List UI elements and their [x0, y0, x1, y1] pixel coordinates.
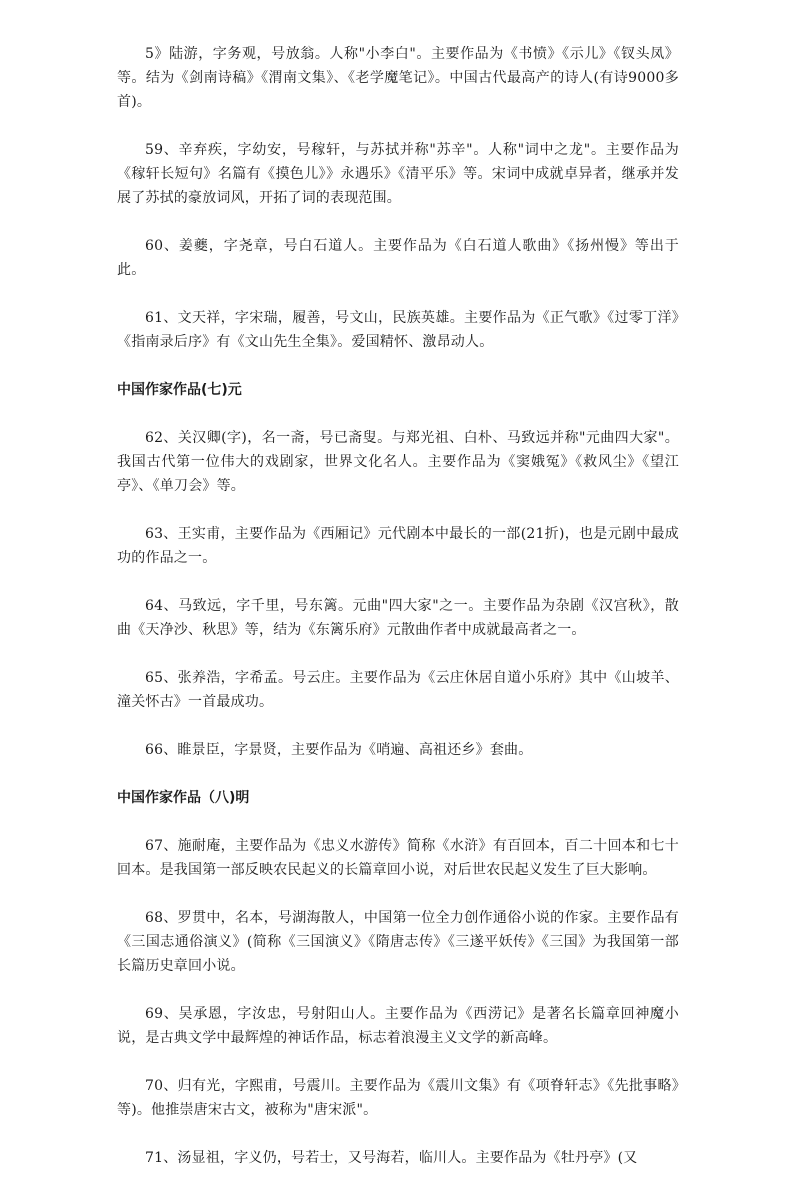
entry-66: 66、睢景臣，字景贤，主要作品为《哨遍、高祖还乡》套曲。: [145, 742, 533, 758]
entry-64: 64、马致远，字千里，号东篱。元曲"四大家"之一。主要作品为杂剧《汉宫秋》，散曲《天净沙、秋思》等，结为《东篱乐府》元散曲作者中成就最高者之一。: [117, 598, 679, 638]
entry-59: 59、辛弃疾，字幼安，号稼轩，与苏拭并称"苏辛"。人称"词中之龙"。主要作品为《稼轩长短句》名篇有《摸色儿》》永遇乐》《清平乐》等。宋词中成就卓异者，继承并发展了苏拭的豪放词风，开拓了词的表现范围。: [117, 142, 679, 206]
entry-65: 65、张养浩，字希孟。号云庄。主要作品为《云庄休居自道小乐府》其中《山坡羊、潼关怀古》一首最成功。: [117, 670, 679, 710]
document-body: [117, 42, 679, 1194]
entry-60: 60、姜夔，字尧章，号白石道人。主要作品为《白石道人歌曲》《扬州慢》等出于此。: [117, 238, 679, 278]
entry-58: 5》陆游，字务观，号放翁。人称"小李白"。主要作品为《书愤》《示儿》《钗头凤》等。结为《剑南诗稿》《渭南文集》、《老学魔笔记》。中国古代最高产的诗人(有诗9000多首)。: [117, 46, 679, 110]
entry-70: 70、归有光，字熙甫，号震川。主要作品为《震川文集》有《项脊轩志》《先批事略》等)。他推崇唐宋古文，被称为"唐宋派"。: [117, 1078, 679, 1118]
section-heading-yuan: 中国作家作品(七)元: [117, 382, 242, 398]
entry-68: 68、罗贯中，名本，号湖海散人，中国第一位全力创作通俗小说的作家。主要作品有《三国志通俗演义》(简称《三国演义》《隋唐志传》《三遂平妖传》《三国》为我国第一部长篇历史章回小说。: [117, 910, 679, 974]
entry-67: 67、施耐庵，主要作品为《忠义水游传》简称《水浒》有百回本，百二十回本和七十回本。是我国第一部反映农民起义的长篇章回小说，对后世农民起义发生了巨大影响。: [117, 838, 679, 878]
entry-71: 71、汤显祖，字义仍，号若士，又号海若，临川人。主要作品为《牡丹亭》(又: [145, 1150, 638, 1166]
entry-69: 69、吴承恩，字汝忠，号射阳山人。主要作品为《西涝记》是著名长篇章回神魔小说，是古典文学中最辉煌的神话作品，标志着浪漫主义文学的新高峰。: [117, 1006, 679, 1046]
entry-62: 62、关汉卿(字)，名一斋，号已斋叟。与郑光祖、白朴、马致远并称"元曲四大家"。我国古代第一位伟大的戏剧家，世界文化名人。主要作品为《窦娥冤》《救风尘》《望江亭》、《单刀会》等。: [117, 430, 679, 494]
entry-63: 63、王实甫，主要作品为《西厢记》元代剧本中最长的一部(21折)，也是元剧中最成功的作品之一。: [117, 526, 679, 566]
section-heading-ming: 中国作家作品（八)明: [117, 790, 250, 806]
entry-61: 61、文天祥，字宋瑞，履善，号文山，民族英雄。主要作品为《正气歌》《过零丁洋》《指南录后序》有《文山先生全集》。爱国精怀、激昂动人。: [117, 310, 679, 350]
